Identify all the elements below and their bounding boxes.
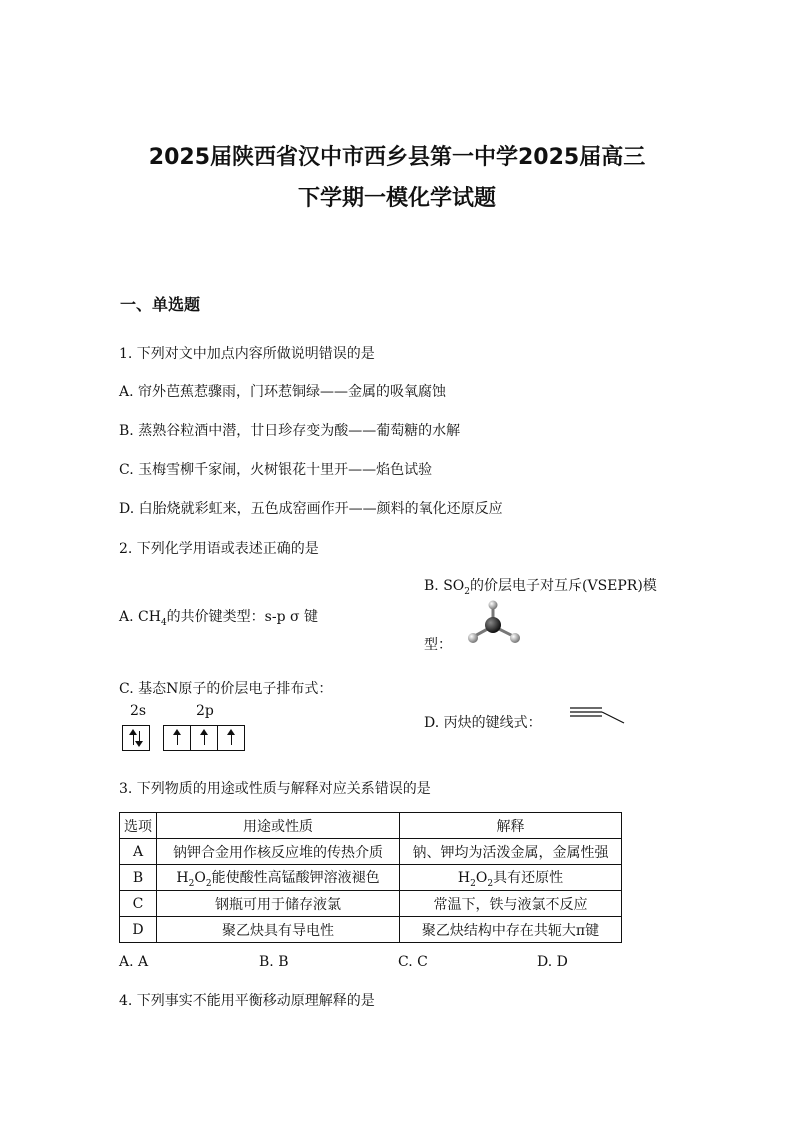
table-header-explanation: 解释 (400, 813, 622, 839)
q1-stem: 1. 下列对文中加点内容所做说明错误的是 (119, 346, 375, 362)
orbital-label-2p: 2p (196, 703, 214, 719)
propyne-skeletal-formula (568, 702, 628, 728)
table-header-option: 选项 (120, 813, 157, 839)
q2-b-text: B. SO (424, 578, 465, 594)
q2-a-text: A. CH (119, 609, 161, 625)
q1-option-c: C. 玉梅雪柳千家闹，火树银花十里开——焰色试验 (119, 462, 433, 478)
doc-title-line2: 下学期一模化学试题 (297, 186, 496, 211)
row-explanation: 常温下，铁与液氯不反应 (400, 891, 622, 917)
atom-left (468, 633, 478, 643)
q2-option-c: C. 基态N原子的价层电子排布式： (119, 681, 333, 697)
table-header-use: 用途或性质 (157, 813, 400, 839)
q4-stem: 4. 下列事实不能用平衡移动原理解释的是 (119, 993, 375, 1009)
atom-center (485, 617, 501, 633)
q3-stem: 3. 下列物质的用途或性质与解释对应关系错误的是 (119, 781, 431, 797)
table-header-row (120, 813, 622, 839)
row-option: B (120, 865, 157, 891)
row-use: 钠钾合金用作核反应堆的传热介质 (157, 839, 400, 865)
row-explanation: 钠、钾均为活泼金属，金属性强 (400, 839, 622, 865)
orbital-box-2p-2 (190, 725, 218, 751)
q3-option-a: A. A (119, 954, 149, 970)
vsepr-model-image (462, 600, 526, 650)
q3-option-b: B. B (259, 954, 289, 970)
q1-option-d: D. 白胎烧就彩虹来，五色成窑画作开——颜料的氧化还原反应 (119, 501, 503, 517)
row-option: A (120, 839, 157, 865)
q1-option-a: A. 帘外芭蕉惹骤雨，门环惹铜绿——金属的吸氧腐蚀 (119, 384, 447, 400)
q3-option-d: D. D (537, 954, 568, 970)
row-option: D (120, 917, 157, 943)
orbital-box-2p-1 (163, 725, 191, 751)
table-row (120, 839, 622, 865)
spin-up-arrow (228, 729, 234, 747)
q2-option-a (119, 606, 318, 628)
q2-b-text-rest: 的价层电子对互斥(VSEPR)模 (470, 578, 657, 594)
table-row (120, 917, 622, 943)
q1-option-b: B. 蒸熟谷粒酒中潜，廿日珍存变为酸——葡萄糖的水解 (119, 423, 461, 439)
q2-option-d: D. 丙炔的键线式： (424, 715, 542, 731)
orbital-box-2p-3 (217, 725, 245, 751)
row-explanation: 聚乙炔结构中存在共轭大π键 (400, 917, 622, 943)
row-use: $H_2O_2$能使酸性高锰酸钾溶液褪色 (157, 865, 400, 891)
doc-title-line1: 2025届陕西省汉中市西乡县第一中学2025届高三 (148, 145, 646, 170)
q2-a-subscript: 4 (160, 617, 167, 628)
section-heading: 一、单选题 (120, 295, 201, 314)
row-use: 聚乙炔具有导电性 (157, 917, 400, 943)
table-row (120, 865, 622, 891)
q3-option-c: C. C (398, 954, 428, 970)
spin-up-arrow (201, 729, 207, 747)
q2-b-subscript: 2 (464, 586, 470, 597)
orbital-box-2s (122, 725, 150, 751)
spin-up-arrow (174, 729, 180, 747)
row-use: 钢瓶可用于储存液氯 (157, 891, 400, 917)
atom-right (510, 633, 520, 643)
atom-top (489, 601, 498, 610)
row-explanation: $H_2O_2$具有还原性 (400, 865, 622, 891)
q2-option-b (424, 575, 657, 597)
orbital-label-2s: 2s (130, 703, 147, 719)
spin-down-arrow (136, 729, 142, 747)
q2-a-text-rest: 的共价键类型：s-p σ 键 (166, 609, 319, 625)
q3-table (119, 812, 622, 943)
table-row (120, 891, 622, 917)
q2-stem: 2. 下列化学用语或表述正确的是 (119, 541, 319, 557)
q2-option-b-line2: 型： (424, 637, 452, 653)
row-option: C (120, 891, 157, 917)
